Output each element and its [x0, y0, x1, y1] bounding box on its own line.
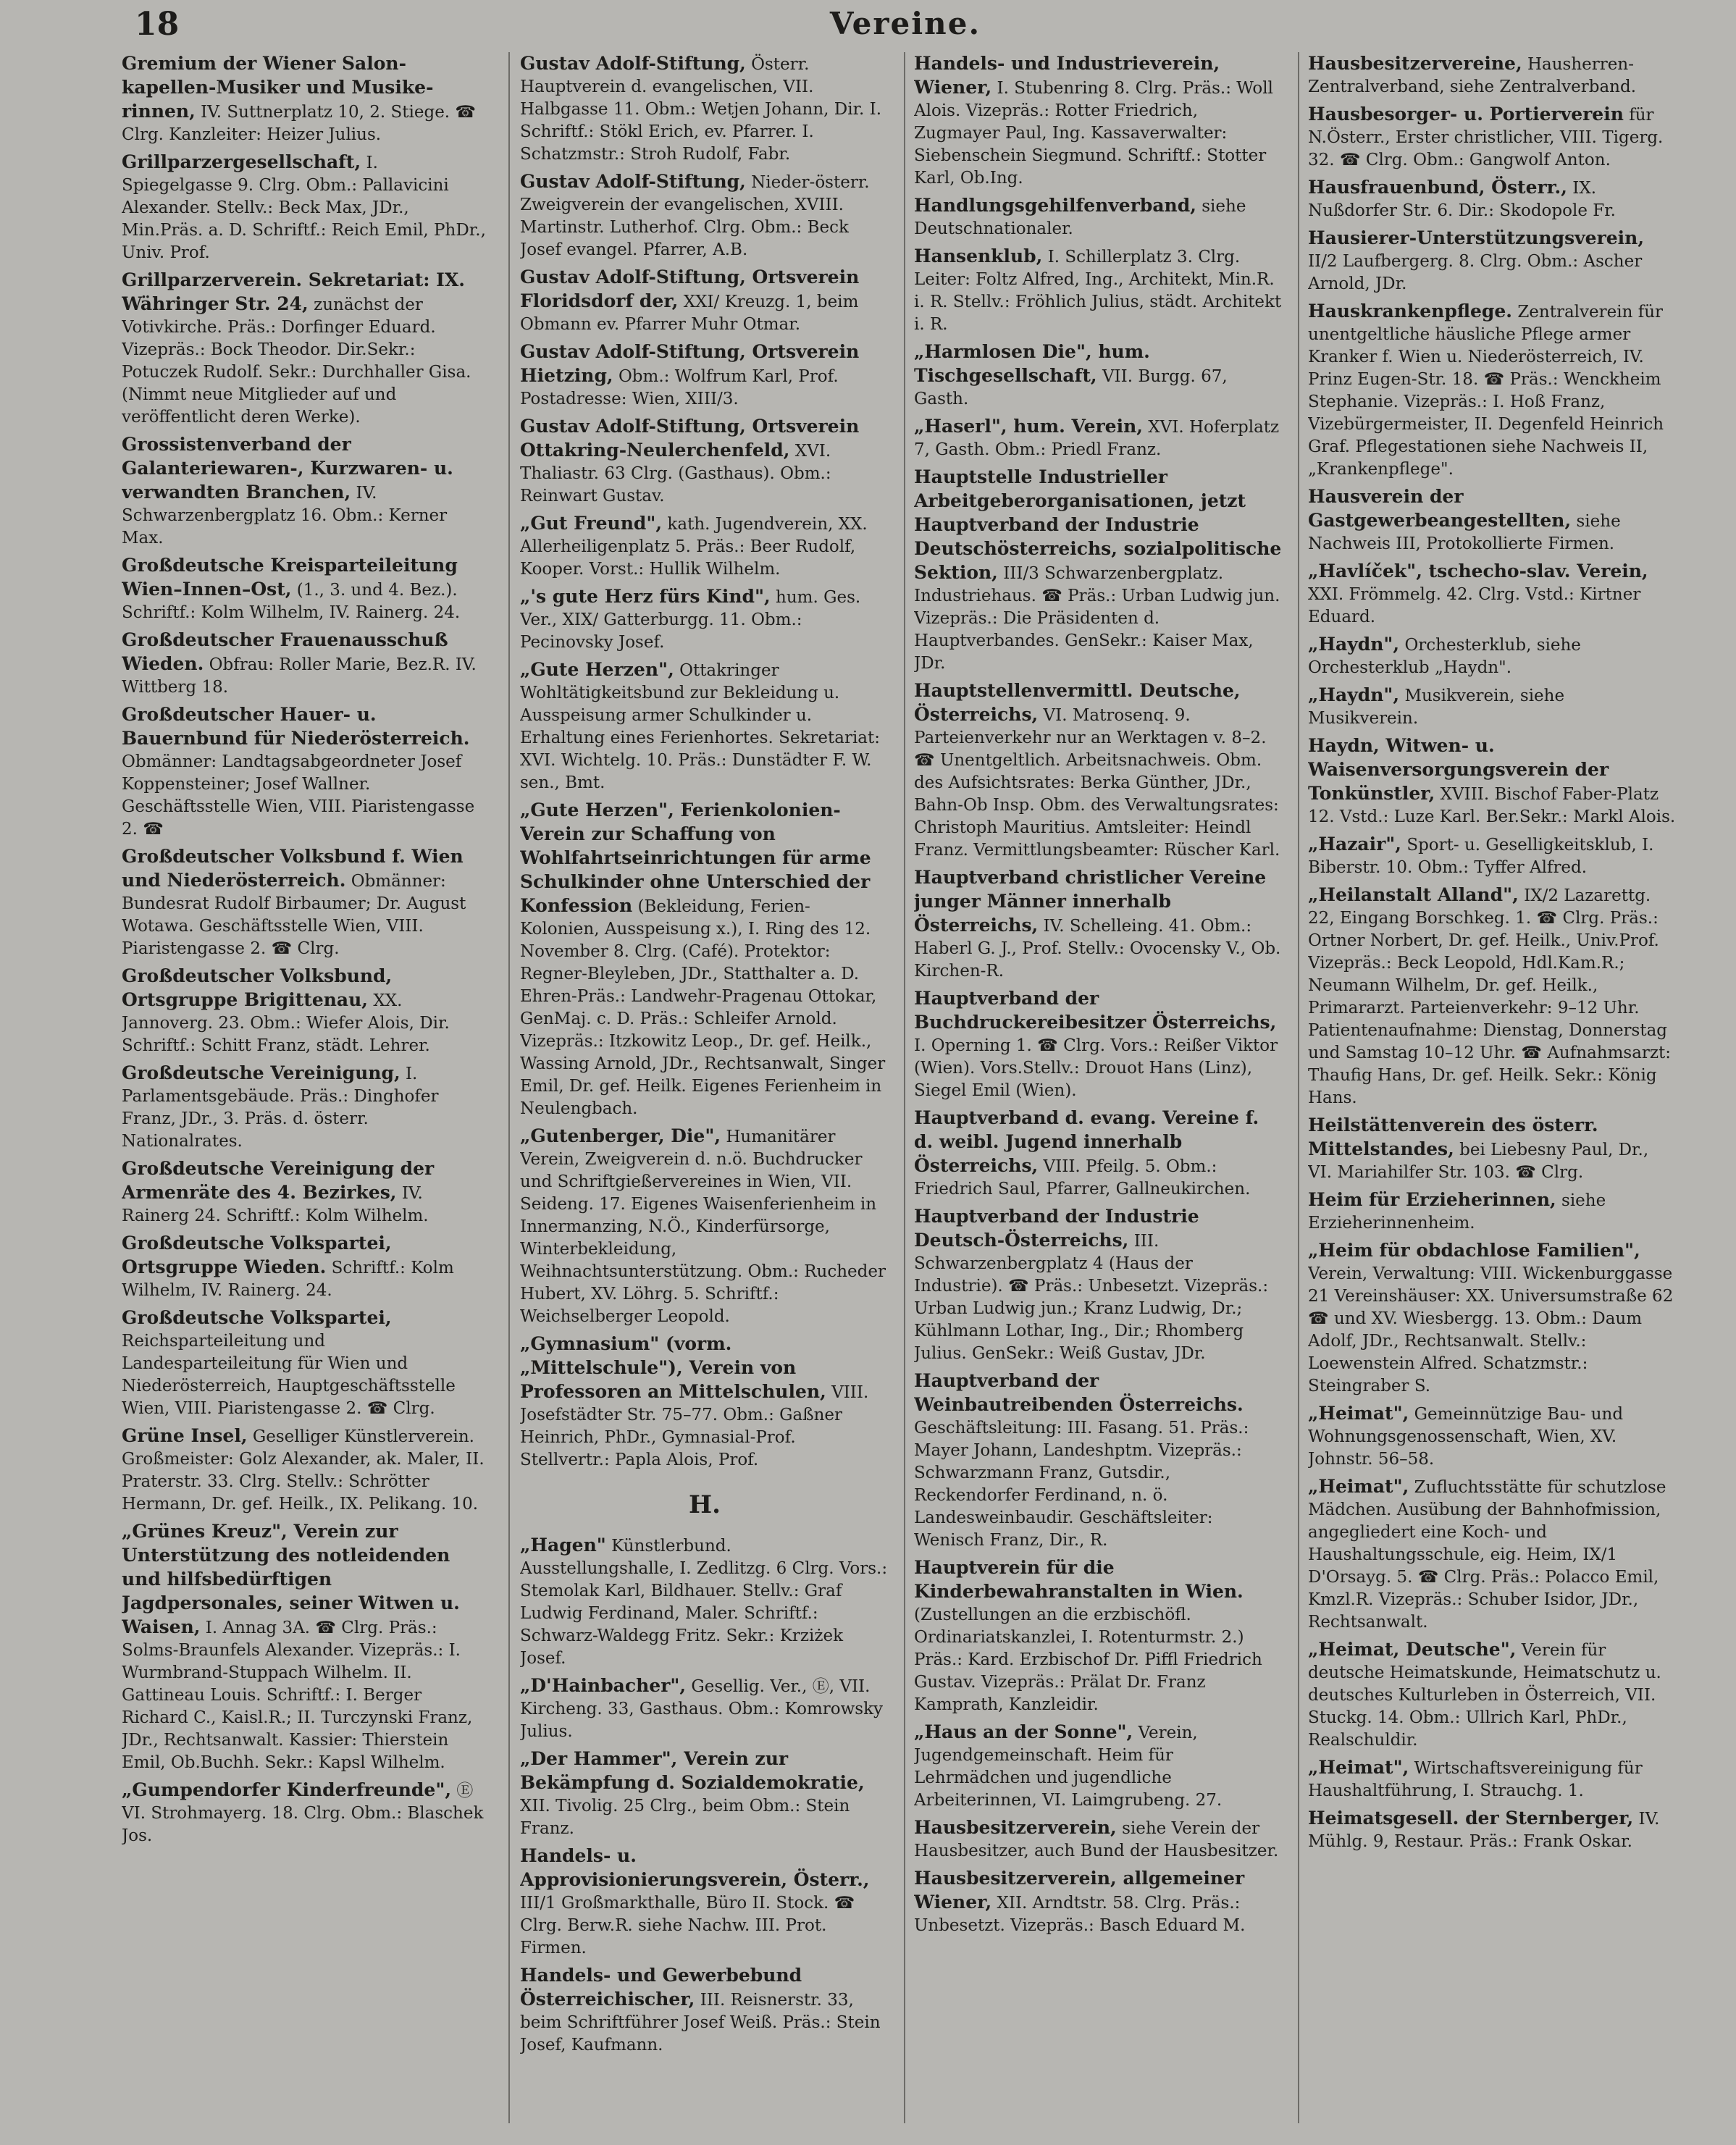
directory-entry — [1308, 883, 1677, 1109]
directory-entry — [122, 703, 491, 841]
page-title: Vereine. — [829, 6, 981, 41]
entry-title: Hauptstelle Industrieller Arbeitgeberorganisationen, jetzt Hauptverband der Industrie Deutschösterreichs, sozialpolitische Sektion, — [914, 466, 1282, 583]
entry-title: Hauskrankenpflege. — [1308, 301, 1512, 322]
directory-entry — [122, 151, 491, 264]
entry-text: Geschäftsleitung: III. Fasang. 51. Präs.: Mayer Johann, Landeshptm. Vizepräs.: Schwarzmann Franz, Gutsdir., Reckendorfer Ferdinand, n. ö. Landesweinbaudir. Geschäftsleiter: Wenisch Franz, Dir., R. — [914, 1419, 1249, 1550]
entry-title: „Heimat", — [1308, 1757, 1409, 1778]
entry-title: „Heimat", — [1308, 1403, 1409, 1424]
entry-title: Hausverein der Gastgewerbeangestellten, — [1308, 486, 1572, 531]
directory-entry — [1308, 103, 1677, 172]
entry-title: Hauptverband der Buchdruckereibesitzer Österreichs, — [914, 988, 1277, 1033]
entry-title: Grossistenverband der Galanteriewaren-, Kurzwaren- u. verwandten Branchen, — [122, 434, 453, 503]
entry-text: III. Reisnerstr. 33, beim Schriftführer Josef Weiß. Präs.: Stein Josef, Kaufmann. — [520, 1991, 881, 2054]
directory-entry — [914, 1816, 1283, 1863]
entry-title: „Der Hammer", Verein zur Bekämpfung d. Sozialdemokratie, — [520, 1748, 865, 1793]
entry-title: „Haserl", hum. Verein, — [914, 416, 1143, 437]
entry-title: Großdeutsche Kreisparteileitung Wien–Innen–Ost, — [122, 555, 458, 600]
entry-text: I. Parlamentsgebäude. Präs.: Dinghofer Franz, JDr., 3. Präs. d. österr. Nationalrates. — [122, 1065, 439, 1151]
directory-entry — [1308, 1756, 1677, 1802]
directory-entry — [122, 1232, 491, 1302]
entry-text: XVIII. Bischof Faber-Platz 12. Vstd.: Luze Karl. Ber.Sekr.: Markl Alois. — [1308, 785, 1676, 826]
entry-text: III/3 Schwarzenbergplatz. Industriehaus. ☎ Präs.: Urban Ludwig jun. Vizepräs.: Die Präsidenten d. Hauptverbandes. GenSekr.: Kaiser Max, JDr. — [914, 564, 1280, 673]
entry-text: XII. Tivolig. 25 Clrg., beim Obm.: Stein Franz. — [520, 1797, 850, 1838]
page-number: 18 — [135, 6, 180, 43]
directory-entry — [122, 1306, 491, 1420]
directory-entry — [122, 554, 491, 624]
directory-entry — [914, 679, 1283, 862]
entry-text: XII. Arndtstr. 58. Clrg. Präs.: Unbesetzt. Vizepräs.: Basch Eduard M. — [914, 1894, 1246, 1935]
directory-entry — [914, 1556, 1283, 1716]
directory-entry — [122, 1424, 491, 1516]
entry-text: VII. Burgg. 67, Gasth. — [914, 367, 1228, 408]
entry-text: III. Schwarzenbergplatz 4 (Haus der Industrie). ☎ Präs.: Unbesetzt. Vizepräs.: Urban Ludwig jun.; Kranz Ludwig, Dr.; Kühlmann Lothar, Ing., Dir.; Rhomberg Julius. GenSekr.: Weiß Gustav, JDr. — [914, 1232, 1269, 1363]
entry-title: Hausbesitzerverein, — [914, 1817, 1117, 1838]
directory-entry — [520, 340, 889, 411]
directory-entry — [914, 987, 1283, 1102]
entry-title: „Heim für obdachlose Familien", — [1308, 1240, 1640, 1261]
directory-entry — [914, 415, 1283, 461]
directory-entry — [914, 466, 1283, 675]
entry-text: Obm.: Wolfrum Karl, Prof. Postadresse: Wien, XIII/3. — [520, 367, 839, 408]
entry-title: „Gute Herzen", — [520, 659, 674, 680]
directory-entry — [1308, 684, 1677, 730]
entry-text: IV. Suttnerplatz 10, 2. Stiege. ☎ Clrg. Kanzleiter: Heizer Julius. — [122, 103, 477, 144]
entry-text: Zufluchtsstätte für schutzlose Mädchen. Ausübung der Bahnhofmission, angegliedert eine Koch- und Haushaltungsschule, eig. Heim, IX/1 D'Orsayg. 5. ☎ Clrg. Präs.: Polacco Emil, Kmzl.R. Vizepräs.: Schuber Isidor, JDr., Rechtsanwalt. — [1308, 1478, 1666, 1632]
directory-entry — [1308, 52, 1677, 98]
entry-title: Hansenklub, — [914, 245, 1043, 266]
directory-entry — [520, 1747, 889, 1840]
entry-text: XVI. Hoferplatz 7, Gasth. Obm.: Priedl Franz. — [914, 418, 1280, 459]
directory-entry — [914, 1107, 1283, 1201]
directory-entry — [122, 629, 491, 699]
entry-text: (1., 3. und 4. Bez.). Schriftf.: Kolm Wilhelm, IV. Rainerg. 24. — [122, 581, 461, 622]
column-rule — [904, 52, 905, 2123]
entry-title: Gustav Adolf-Stiftung, Ortsverein Floridsdorf der, — [520, 266, 860, 311]
entry-text: XXI/ Kreuzg. 1, beim Obmann ev. Pfarrer Muhr Otmar. — [520, 293, 859, 334]
entry-title: Gustav Adolf-Stiftung, Ortsverein Ottakring-Neulerchenfeld, — [520, 416, 860, 461]
entry-text: Verein, Verwaltung: VIII. Wickenburggasse 21 Vereinshäuser: XX. Universumstraße 62 ☎ und XV. Wiesbergg. 13. Obm.: Daum Adolf, JDr., Rechtsanwalt. Stellv.: Loewenstein Alfred. Schatzmstr.: Steingraber S. — [1308, 1264, 1674, 1395]
entry-title: Großdeutsche Volkspartei, Ortsgruppe Wieden. — [122, 1233, 392, 1277]
directory-entry — [1308, 833, 1677, 879]
entry-title: „Hagen" — [520, 1535, 606, 1556]
entry-title: Heim für Erzieherinnen, — [1308, 1189, 1556, 1210]
directory-entry — [520, 1844, 889, 1960]
entry-text: I. Operning 1. ☎ Clrg. Vors.: Reißer Viktor (Wien). Vors.Stellv.: Drouot Hans (Linz), Siegel Emil (Wien). — [914, 1036, 1278, 1100]
entry-text: XVI. Thaliastr. 63 Clrg. (Gasthaus). Obm.: Reinwart Gustav. — [520, 442, 831, 505]
entry-title: Hauptstellenvermittl. Deutsche, Österreichs, — [914, 680, 1241, 725]
directory-entry — [122, 433, 491, 550]
directory-entry — [914, 1721, 1283, 1812]
entry-text: I. Schillerplatz 3. Clrg. Leiter: Foltz Alfred, Ing., Architekt, Min.R. i. R. Stellv.: Fröhlich Julius, städt. Architekt i. R. — [914, 248, 1282, 334]
entry-title: „Harmlosen Die", hum. Tischgesellschaft, — [914, 341, 1150, 386]
section-letter: H. — [689, 1490, 721, 1519]
entry-text: Verein, Jugendgemeinschaft. Heim für Lehrmädchen und jugendliche Arbeiterinnen, VI. Laimgrubeng. 27. — [914, 1724, 1223, 1810]
entry-title: Großdeutscher Hauer- u. Bauernbund für Niederösterreich. — [122, 704, 470, 749]
entry-title: Hauptverband der Weinbautreibenden Österreichs. — [914, 1370, 1244, 1415]
directory-entry — [1308, 633, 1677, 679]
entry-title: Hausbesorger- u. Portierverein — [1308, 104, 1624, 125]
entry-text: VIII. Josefstädter Str. 75–77. Obm.: Gaßner Heinrich, PhDr., Gymnasial-Prof. Stellvertr.: Papla Alois, Prof. — [520, 1383, 869, 1469]
entry-title: Haydn, Witwen- u. Waisenversorgungsverein der Tonkünstler, — [1308, 735, 1609, 804]
entry-title: „D'Hainbacher", — [520, 1675, 687, 1696]
entry-title: Gustav Adolf-Stiftung, — [520, 171, 746, 192]
entry-title: Heimatsgesell. der Sternberger, — [1308, 1808, 1634, 1829]
directory-entry — [520, 415, 889, 508]
entry-text: III/1 Großmarkthalle, Büro II. Stock. ☎ Clrg. Berw.R. siehe Nachw. III. Prot. Firmen. — [520, 1894, 855, 1957]
entry-text: I. Annag 3A. ☎ Clrg. Präs.: Solms-Braunfels Alexander. Vizepräs.: I. Wurmbrand-Stuppach Wilhelm. II. Gattineau Louis. Schriftf.: I. Berger Richard C., Kaisl.R.; II. Turczynski Franz, JDr., Rechtsanwalt. Kassier: Thierstein Emil, Ob.Buchh. Sekr.: Kapsl Wilhelm. — [122, 1619, 473, 1772]
directory-entry — [1308, 300, 1677, 481]
directory-entry — [1308, 176, 1677, 222]
entry-title: „Gymnasium" (vorm. „Mittelschule"), Verein von Professoren an Mittelschulen, — [520, 1333, 826, 1402]
entry-text: Ottakringer Wohltätigkeitsbund zur Bekleidung u. Ausspeisung armer Schulkinder u. Erhaltung eines Ferienhortes. Sekretariat: XVI. Wichtelg. 10. Präs.: Dunstädter F. W. sen., Bmt. — [520, 661, 881, 792]
directory-entry — [520, 266, 889, 336]
entry-title: Gustav Adolf-Stiftung, — [520, 53, 746, 74]
directory-entry — [122, 52, 491, 146]
entry-title: „Hazair", — [1308, 834, 1401, 855]
page-header — [0, 6, 1736, 43]
directory-entry — [122, 269, 491, 429]
entry-title: „Haydn", — [1308, 634, 1400, 655]
entry-title: Großdeutscher Volksbund f. Wien und Niederösterreich. — [122, 846, 464, 891]
entry-title: „Heilanstalt Alland", — [1308, 884, 1519, 905]
directory-entry — [520, 1332, 889, 1472]
column-rule — [508, 52, 510, 2123]
entry-title: „Gutenberger, Die", — [520, 1125, 721, 1146]
column-3 — [914, 52, 1283, 2131]
entry-text: Schriftf.: Kolm Wilhelm, IV. Rainerg. 24. — [122, 1259, 454, 1300]
directory-entry — [520, 1964, 889, 2057]
directory-entry — [1308, 1475, 1677, 1634]
entry-text: II/2 Laufbergerg. 8. Clrg. Obm.: Ascher Arnold, JDr. — [1308, 252, 1643, 293]
entry-text: (Bekleidung, Ferien-Kolonien, Ausspeisung x.), I. Ring des 12. November 8. Clrg. (Café). Protektor: Regner-Bleyleben, JDr., Statthalter a. D. Ehren-Präs.: Landwehr-Pragenau Ottokar, GenMaj. c. D. Präs.: Schleifer Arnold. Vizepräs.: Itzkowitz Leop., Dr. gef. Heilk., Wassing Arnold, JDr., Rechtsanwalt, Singer Emil, Dr. gef. Heilk. Eigenes Ferienheim in Neulengbach. — [520, 897, 886, 1118]
entry-title: „Haydn", — [1308, 684, 1400, 705]
directory-entry — [122, 1779, 491, 1847]
entry-text: Obfrau: Roller Marie, Bez.R. IV. Wittberg 18. — [122, 655, 477, 697]
entry-text: Hausherren-Zentralverband, siehe Zentralverband. — [1308, 55, 1637, 96]
entry-text: siehe Nachweis III, Protokollierte Firmen. — [1308, 512, 1621, 553]
directory-entry — [914, 245, 1283, 336]
entry-text: VIII. Pfeilg. 5. Obm.: Friedrich Saul, Pfarrer, Gallneukirchen. — [914, 1157, 1251, 1199]
entry-title: Gremium der Wiener Salon-kapellen-Musiker und Musike-rinnen, — [122, 53, 434, 122]
entry-title: „Heimat", — [1308, 1476, 1409, 1497]
entry-text: Österr. Hauptverein d. evangelischen, VII. Halbgasse 11. Obm.: Wetjen Johann, Dir. I. Schriftf.: Stökl Erich, ev. Pfarrer. I. Schatzmstr.: Stroh Rudolf, Fabr. — [520, 55, 882, 164]
entry-text: XX. Jannoverg. 23. Obm.: Wiefer Alois, Dir. Schriftf.: Schitt Franz, städt. Lehrer. — [122, 991, 450, 1055]
column-2 — [520, 52, 889, 2131]
entry-title: Großdeutscher Frauenausschuß Wieden. — [122, 629, 448, 674]
entry-text: IX. Nußdorfer Str. 6. Dir.: Skodopole Fr. — [1308, 179, 1616, 220]
directory-entry — [1308, 1402, 1677, 1471]
entry-title: „Heimat, Deutsche", — [1308, 1639, 1517, 1660]
directory-entry — [122, 1520, 491, 1774]
entry-text: Sport- u. Geselligkeitsklub, I. Biberstr. 10. Obm.: Tyffer Alfred. — [1308, 836, 1654, 877]
directory-entry — [1308, 227, 1677, 295]
entry-text: Geselliger Künstlerverein. Großmeister: Golz Alexander, ak. Maler, II. Praterstr. 33. Clrg. Stellv.: Schrötter Hermann, Dr. gef. Heilk., IX. Pelikang. 10. — [122, 1427, 485, 1514]
directory-entry — [520, 1534, 889, 1670]
entry-text: Reichsparteileitung und Landesparteileitung für Wien und Niederösterreich, Hauptgeschäftsstelle Wien, VIII. Piaristengasse 2. ☎ Clrg. — [122, 1332, 456, 1418]
entry-text: Nieder-österr. Zweigverein der evangelischen, XVIII. Martinstr. Lutherhof. Clrg. Obm.: Beck Josef evangel. Pfarrer, A.B. — [520, 173, 870, 259]
entry-title: „Grünes Kreuz", Verein zur Unterstützung des notleidenden und hilfsbedürftigen Jagdpersonales, seiner Witwen u. Waisen, — [122, 1521, 460, 1637]
entry-title: Grillparzergesellschaft, — [122, 151, 361, 172]
entry-title: Großdeutsche Vereinigung, — [122, 1062, 401, 1083]
entry-text: IX/2 Lazarettg. 22, Eingang Borschkeg. 1. ☎ Clrg. Präs.: Ortner Norbert, Dr. gef. Heilk., Univ.Prof. Vizepräs.: Beck Leopold, Hdl.Kam.R.; Neumann Wilhelm, Dr. gef. Heilk., Primararzt. Parteienverkehr: 9–12 Uhr. Patientenaufnahme: Dienstag, Donnerstag und Samstag 10–12 Uhr. ☎ Aufnahmsarzt: Thaufig Hans, Dr. gef. Heilk. Sekr.: König Hans. — [1308, 886, 1672, 1107]
entry-title: „'s gute Herz fürs Kind", — [520, 586, 771, 607]
entry-text: (Zustellungen an die erzbischöfl. Ordinariatskanzlei, I. Rotenturmstr. 2.) Präs.: Kard. Erzbischof Dr. Piffl Friedrich Gustav. Vizepräs.: Prälat Dr. Franz Kamprath, Kanzleidir. — [914, 1605, 1262, 1714]
directory-entry — [1308, 560, 1677, 629]
entry-title: Hausfrauenbund, Österr., — [1308, 177, 1567, 198]
entry-text: Zentralverein für unentgeltliche häusliche Pflege armer Kranker f. Wien u. Niederösterreich, IV. Prinz Eugen-Str. 18. ☎ Präs.: Wenckheim Stephanie. Vizepräs.: I. Hoß Franz, Vizebürgermeister, II. Degenfeld Heinrich Graf. Pflegestationen siehe Nachweis II, „Krankenpflege". — [1308, 303, 1664, 479]
entry-title: Handlungsgehilfenverband, — [914, 195, 1196, 216]
directory-entry — [914, 1369, 1283, 1552]
entry-text: Ⓔ VI. Strohmayerg. 18. Clrg. Obm.: Blaschek Jos. — [122, 1781, 484, 1845]
entry-title: Hauptverband christlicher Vereine junger Männer innerhalb Österreichs, — [914, 867, 1267, 936]
entry-text: kath. Jugendverein, XX. Allerheiligenplatz 5. Präs.: Beer Rudolf, Kooper. Vorst.: Hullik Wilhelm. — [520, 515, 868, 579]
entry-title: „Gute Herzen", Ferienkolonien-Verein zur Schaffung von Wohlfahrtseinrichtungen für arme Schulkinder ohne Unterschied der Konfession — [520, 799, 871, 916]
column-1 — [122, 52, 491, 2131]
entry-title: Handels- und Industrieverein, Wiener, — [914, 53, 1220, 98]
entry-text: Humanitärer Verein, Zweigverein d. n.ö. Buchdrucker und Schriftgießervereines in Wien, VII. Seideng. 17. Eigenes Waisenferienheim in Innermanzing, N.Ö., Kinderfürsorge, Winterbekleidung, Weihnachtsunterstützung. Obm.: Rucheder Hubert, XV. Löhrg. 5. Schriftf.: Weichselberger Leopold. — [520, 1128, 886, 1326]
entry-title: Grillparzerverein. Sekretariat: IX. Währinger Str. 24, — [122, 269, 465, 314]
entry-text: VI. Matrosenq. 9. Parteienverkehr nur an Werktagen v. 8–2. ☎ Unentgeltlich. Arbeitsnachweis. Obm. des Aufsichtsrates: Berka Günther, JDr., Bahn-Ob Insp. Obm. des Verwaltungsrates: Christoph Mauritius. Amtsleiter: Heindl Franz. Vermittlungsbeamter: Rüscher Karl. — [914, 706, 1280, 860]
entry-text: IV. Schwarzenbergplatz 16. Obm.: Kerner Max. — [122, 484, 448, 547]
directory-entry — [914, 866, 1283, 983]
entry-title: Hauptverein für die Kinderbewahranstalten in Wien. — [914, 1557, 1244, 1602]
entry-title: Großdeutscher Volksbund, Ortsgruppe Brigittenau, — [122, 965, 393, 1010]
entry-title: Hausbesitzerverein, allgemeiner Wiener, — [914, 1868, 1245, 1913]
entry-title: „Havlíček", tschecho-slav. Verein, — [1308, 561, 1648, 582]
directory-entry — [914, 1867, 1283, 1937]
entry-text: siehe Verein der Hausbesitzer, auch Bund der Hausbesitzer. — [914, 1819, 1279, 1860]
entry-title: Hausierer-Unterstützungsverein, — [1308, 227, 1645, 248]
directory-entry — [914, 1205, 1283, 1365]
entry-title: „Gumpendorfer Kinderfreunde", — [122, 1779, 452, 1800]
entry-title: „Gut Freund", — [520, 513, 663, 534]
directory-entry — [520, 512, 889, 581]
entry-title: Hauptverband d. evang. Vereine f. d. weibl. Jugend innerhalb Österreichs, — [914, 1107, 1259, 1176]
directory-entry — [520, 170, 889, 261]
column-4 — [1308, 52, 1677, 2131]
directory-entry — [520, 658, 889, 794]
directory-entry — [1308, 1188, 1677, 1235]
entry-text: I. Stubenring 8. Clrg. Präs.: Woll Alois. Vizepräs.: Rotter Friedrich, Zugmayer Paul, Ing. Kassaverwalter: Siebenschein Siegmund. Schriftf.: Stotter Karl, Ob.Ing. — [914, 79, 1273, 188]
entry-text: Obmänner: Landtagsabgeordneter Josef Koppensteiner; Josef Wallner. Geschäftsstelle Wien, VIII. Piaristengasse 2. ☎ — [122, 752, 475, 839]
directory-entry — [914, 52, 1283, 190]
directory-entry — [520, 52, 889, 166]
entry-text: Wirtschaftsvereinigung für Haushaltführung, I. Strauchg. 1. — [1308, 1759, 1643, 1800]
entry-title: Handels- und Gewerbebund Österreichischer, — [520, 1965, 802, 2010]
entry-title: Handels- u. Approvisionierungsverein, Österr., — [520, 1845, 870, 1890]
entry-text: Künstlerbund. Ausstellungshalle, I. Zedlitzg. 6 Clrg. Vors.: Stemolak Karl, Bildhauer. Stellv.: Graf Ludwig Ferdinand, Maler. Schriftf.: Schwarz-Waldegg Fritz. Sekr.: Krziżek Josef. — [520, 1537, 888, 1668]
entry-text: hum. Ges. Ver., XIX/ Gatterburgg. 11. Obm.: Pecinovsky Josef. — [520, 588, 861, 652]
entry-text: I. Spiegelgasse 9. Clrg. Obm.: Pallavicini Alexander. Stellv.: Beck Max, JDr., Min.Präs. a. D. Schriftf.: Reich Emil, PhDr., Univ. Prof. — [122, 154, 486, 262]
entry-text: IV. Mühlg. 9, Restaur. Präs.: Frank Oskar. — [1308, 1810, 1660, 1851]
directory-entry — [122, 1062, 491, 1153]
directory-entry — [122, 965, 491, 1057]
directory-entry — [914, 194, 1283, 240]
entry-title: Hauptverband der Industrie Deutsch-Österreichs, — [914, 1206, 1199, 1251]
entry-text: Verein für deutsche Heimatskunde, Heimatschutz u. deutsches Kulturleben in Österreich, VII. Stuckg. 14. Obm.: Ullrich Karl, PhDr., Realschuldir. — [1308, 1641, 1661, 1750]
directory-entry — [520, 799, 889, 1120]
directory-entry — [1308, 485, 1677, 555]
entry-text: IV. Schelleing. 41. Obm.: Haberl G. J., Prof. Stellv.: Ovocensky V., Ob. Kirchen-R. — [914, 917, 1281, 981]
entry-title: Großdeutsche Volkspartei, — [122, 1307, 392, 1328]
directory-entry — [1308, 1807, 1677, 1853]
entry-text: siehe Deutschnationaler. — [914, 197, 1246, 238]
entry-title: Grüne Insel, — [122, 1425, 248, 1446]
entry-title: Heilstättenverein des österr. Mittelstandes, — [1308, 1115, 1598, 1159]
directory-entry — [122, 1157, 491, 1227]
column-rule — [1298, 52, 1299, 2123]
directory-entry — [914, 340, 1283, 411]
directory-entry — [1308, 1638, 1677, 1752]
directory-entry — [122, 845, 491, 960]
entry-title: Hausbesitzervereine, — [1308, 53, 1522, 74]
directory-entry — [1308, 1114, 1677, 1184]
directory-entry — [1308, 734, 1677, 828]
entry-text: bei Liebesny Paul, Dr., VI. Mariahilfer Str. 103. ☎ Clrg. — [1308, 1141, 1649, 1182]
entry-text: siehe Erzieherinnenheim. — [1308, 1191, 1606, 1233]
entry-title: „Haus an der Sonne", — [914, 1721, 1133, 1742]
entry-text: für N.Österr., Erster christlicher, VIII. Tigerg. 32. ☎ Clrg. Obm.: Gangwolf Anton. — [1308, 106, 1664, 169]
entry-title: Gustav Adolf-Stiftung, Ortsverein Hietzing, — [520, 341, 860, 386]
directory-entry — [1308, 1239, 1677, 1398]
entry-text: Orchesterklub, siehe Orchesterklub „Haydn". — [1308, 636, 1581, 677]
entry-text: IV. Rainerg 24. Schriftf.: Kolm Wilhelm. — [122, 1184, 429, 1225]
entry-text: Gesellig. Ver., Ⓔ, VII. Kircheng. 33, Gasthaus. Obm.: Komrowsky Julius. — [520, 1677, 884, 1741]
entry-text: zunächst der Votivkirche. Präs.: Dorfinger Eduard. Vizepräs.: Bock Theodor. Dir.Sekr.: Potuczek Rudolf. Sekr.: Durchhaller Gisa. (Nimmt neue Mitglieder auf und veröffentlicht deren Werke). — [122, 295, 471, 427]
entry-text: XXI. Frömmelg. 42. Clrg. Vstd.: Kirtner Eduard. — [1308, 585, 1641, 626]
directory-entry — [520, 585, 889, 654]
entry-text: Gemeinnützige Bau- und Wohnungsgenossenschaft, Wien, XV. Johnstr. 56–58. — [1308, 1405, 1624, 1469]
entry-text: Obmänner: Bundesrat Rudolf Birbaumer; Dr. August Wotawa. Geschäftsstelle Wien, VIII. Piaristengasse 2. ☎ Clrg. — [122, 872, 466, 958]
directory-entry — [520, 1674, 889, 1743]
entry-title: Großdeutsche Vereinigung der Armenräte des 4. Bezirkes, — [122, 1158, 435, 1203]
entry-text: Musikverein, siehe Musikverein. — [1308, 687, 1565, 728]
directory-entry — [520, 1125, 889, 1328]
